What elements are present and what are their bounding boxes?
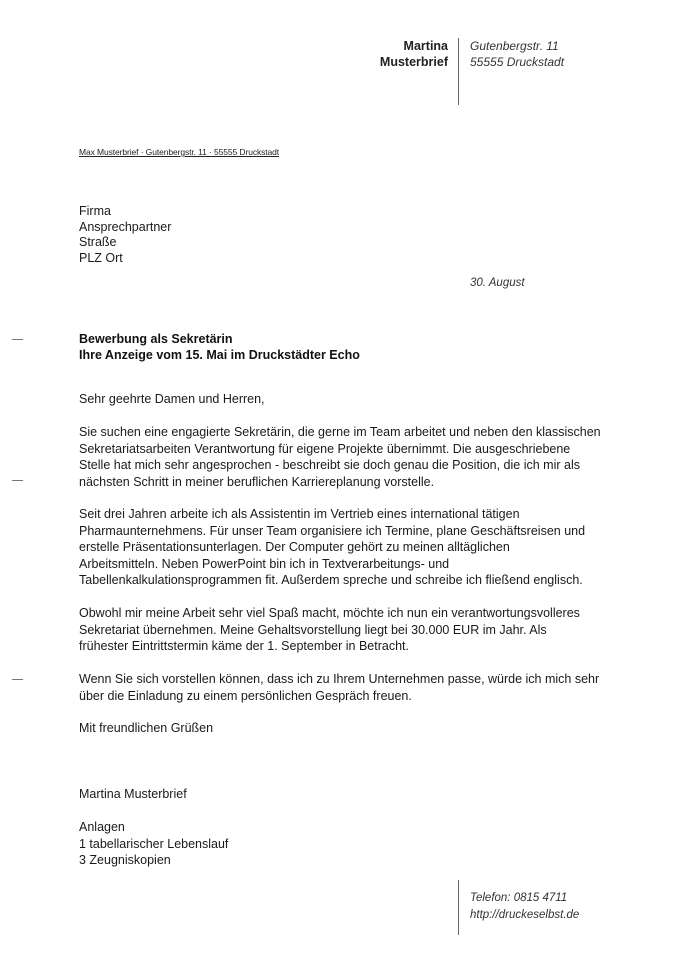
paragraph-line: frühester Eintrittstermin käme der 1. September in Betracht. <box>79 639 409 653</box>
sender-city: 55555 Druckstadt <box>470 54 565 69</box>
subject-line-1: Bewerbung als Sekretärin <box>79 332 233 346</box>
paragraph-line: Obwohl mir meine Arbeit sehr viel Spaß macht, möchte ich nun ein verantwortungsvolleres <box>79 606 580 620</box>
attachment-item: 3 Zeugniskopien <box>79 853 171 867</box>
return-address-line: Max Musterbrief · Gutenbergstr. 11 · 55555 Druckstadt <box>79 147 280 157</box>
paragraph-line: erstelle Präsentationsunterlagen. Der Computer gehört zu meinen alltäglichen <box>79 540 510 554</box>
paragraph-line: nächsten Schritt in meiner beruflichen Karriereplanung vorstelle. <box>79 474 435 489</box>
sender-last-name: Musterbrief <box>379 54 448 69</box>
paragraph-line: Stelle hat mich sehr angesprochen - beschreibt sie doch genau die Position, die ich mir als <box>79 458 580 472</box>
paragraph-line: Sie suchen eine engagierte Sekretärin, die gerne im Team arbeitet und neben den klassischen <box>79 425 601 439</box>
footer-contact <box>470 890 579 924</box>
recipient-city: PLZ Ort <box>79 250 123 265</box>
paragraph-4 <box>79 671 599 704</box>
subject-line-2: Ihre Anzeige vom 15. Mai im Druckstädter Echo <box>79 347 360 362</box>
footer-divider <box>458 880 459 935</box>
paragraph-line: über die Einladung zu einem persönlichen Gespräch freuen. <box>79 688 412 703</box>
closing: Mit freundlichen Grüßen <box>79 721 214 735</box>
paragraph-line: Sekretariatsarbeiten Verantwortung für eigene Projekte übernimmt. Die ausgeschriebene <box>79 441 571 456</box>
attachment-item: 1 tabellarischer Lebenslauf <box>79 836 229 851</box>
signature-name: Martina Musterbrief <box>79 787 187 801</box>
recipient-address <box>79 204 171 266</box>
paragraph-line: Arbeitsmitteln. Neben PowerPoint bin ich in Textverarbeitungs- und <box>79 556 450 571</box>
paragraph-line: Pharmaunternehmens. Für unser Team organisiere ich Termine, plane Geschäftsreisen und <box>79 523 586 538</box>
header-divider <box>458 38 459 105</box>
subject <box>79 332 360 363</box>
paragraph-2 <box>79 506 585 589</box>
paragraph-3 <box>79 605 580 655</box>
footer-phone: Telefon: 0815 4711 <box>470 892 568 904</box>
attachments-title: Anlagen <box>79 820 125 834</box>
recipient-company: Firma <box>79 204 111 218</box>
fold-mark-bottom <box>12 679 23 680</box>
fold-mark-top <box>12 339 23 340</box>
footer-website: http://druckeselbst.de <box>470 909 580 921</box>
letter-date: 30. August <box>470 277 525 289</box>
paragraph-line: Seit drei Jahren arbeite ich als Assistentin im Vertrieb eines international tätigen <box>79 507 520 521</box>
salutation: Sehr geehrte Damen und Herren, <box>79 392 265 406</box>
sender-first-name: Martina <box>403 39 448 53</box>
paragraph-1 <box>79 424 601 490</box>
sender-street: Gutenbergstr. 11 <box>470 39 559 53</box>
attachments <box>79 819 228 869</box>
sender-name <box>380 39 448 70</box>
paragraph-line: Sekretariat übernehmen. Meine Gehaltsvorstellung liegt bei 30.000 EUR im Jahr. Als <box>79 622 547 637</box>
paragraph-line: Wenn Sie sich vorstellen können, dass ich zu Ihrem Unternehmen passe, würde ich mich sehr <box>79 672 600 686</box>
paragraph-line: Tabellenkalkulationsprogrammen fit. Außerdem spreche und schreibe ich fließend englisch. <box>79 573 583 587</box>
sender-address <box>470 39 564 70</box>
recipient-street: Straße <box>79 235 117 249</box>
recipient-contact: Ansprechpartner <box>79 219 172 234</box>
punch-mark <box>12 480 23 481</box>
